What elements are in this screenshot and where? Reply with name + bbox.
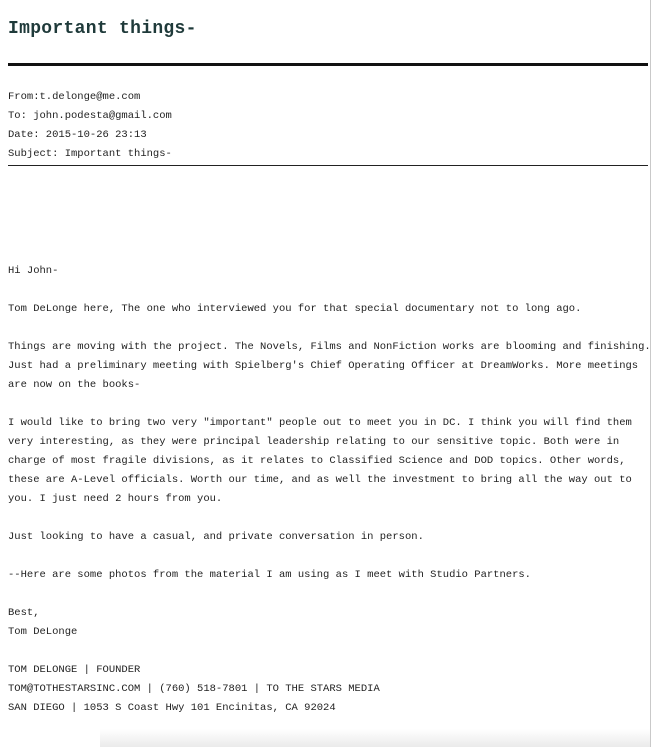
paragraph-intro: Tom DeLonge here, The one who interviewed you for that special documentary not to long ago. bbox=[8, 303, 582, 315]
paragraph-meeting-line: you. I just need 2 hours from you. bbox=[8, 493, 223, 505]
paragraph-meeting bbox=[8, 414, 648, 509]
signature-address: SAN DIEGO | 1053 S Coast Hwy 101 Encinitas, CA 92024 bbox=[8, 702, 336, 714]
date-header: Date: 2015-10-26 23:13 bbox=[8, 129, 147, 141]
paragraph-project bbox=[8, 338, 651, 395]
email-title: Important things- bbox=[8, 19, 197, 39]
paragraph-photos: --Here are some photos from the material I am using as I meet with Studio Partners. bbox=[8, 569, 531, 581]
email-headers bbox=[8, 88, 172, 164]
paragraph-meeting-line: I would like to bring two very "important" people out to meet you in DC. I think you will find them bbox=[8, 417, 632, 429]
closing-name: Tom DeLonge bbox=[8, 626, 78, 638]
header-divider bbox=[8, 165, 648, 166]
signature-contact: TOM@TOTHESTARSINC.COM | (760) 518-7801 | TO THE STARS MEDIA bbox=[8, 683, 380, 695]
email-body bbox=[8, 262, 651, 737]
bottom-shadow bbox=[100, 729, 650, 747]
subject-header: Subject: Important things- bbox=[8, 148, 172, 160]
signature-block bbox=[8, 661, 648, 718]
paragraph-meeting-line: these are A-Level officials. Worth our time, and as well the investment to bring all the way out to bbox=[8, 474, 632, 486]
greeting: Hi John- bbox=[8, 265, 59, 277]
from-header: From:t.delonge@me.com bbox=[8, 91, 141, 103]
signature-title: TOM DELONGE | FOUNDER bbox=[8, 664, 141, 676]
to-header: To: john.podesta@gmail.com bbox=[8, 110, 172, 122]
closing-salutation: Best, bbox=[8, 607, 40, 619]
paragraph-casual: Just looking to have a casual, and private conversation in person. bbox=[8, 531, 424, 543]
paragraph-meeting-line: charge of most fragile divisions, as it relates to Classified Science and DOD topics. Other words, bbox=[8, 455, 626, 467]
paragraph-project-line: are now on the books- bbox=[8, 379, 141, 391]
closing bbox=[8, 604, 648, 642]
paragraph-project-line: Just had a preliminary meeting with Spielberg's Chief Operating Officer at DreamWorks. More meetings bbox=[8, 360, 639, 372]
paragraph-meeting-line: very interesting, as they were principal leadership relating to our sensitive topic. Both were in bbox=[8, 436, 620, 448]
title-divider bbox=[8, 63, 648, 66]
paragraph-project-line: Things are moving with the project. The Novels, Films and NonFiction works are blooming and finishing. bbox=[8, 341, 651, 353]
